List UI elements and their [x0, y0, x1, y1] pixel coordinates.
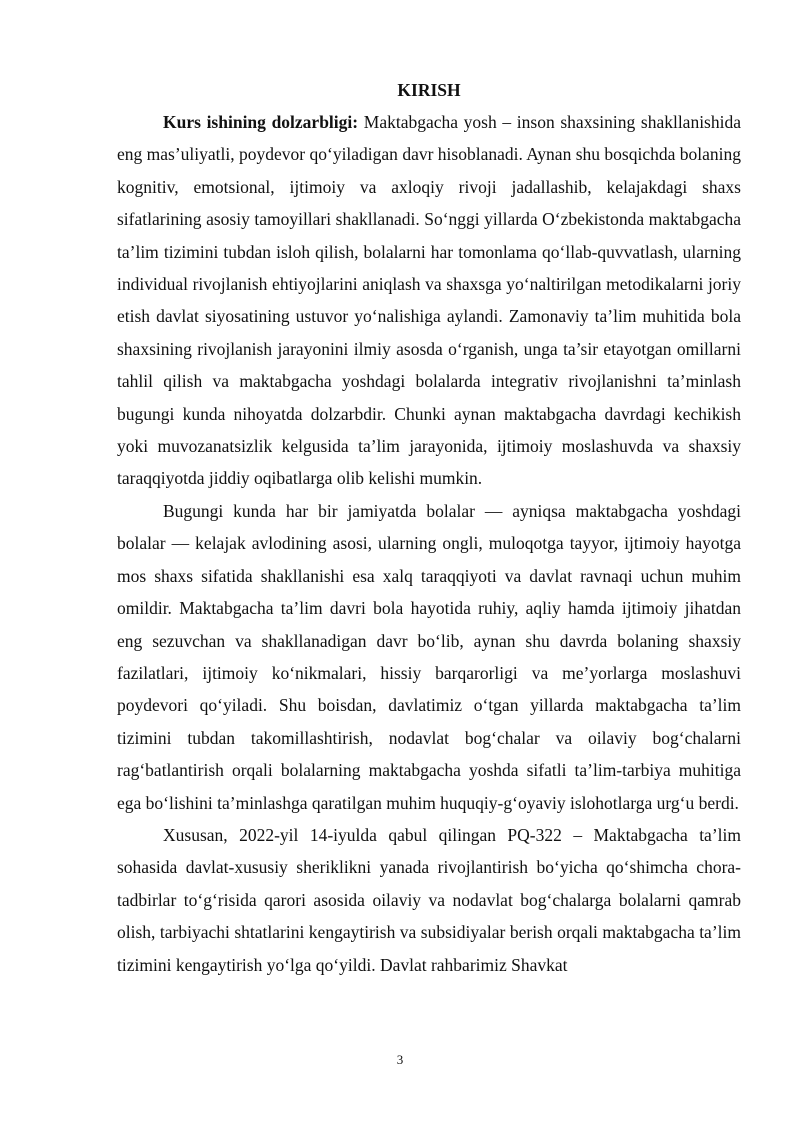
paragraph-relevance: [117, 106, 741, 495]
paragraph-today: Bugungi kunda har bir jamiyatda bolalar — ayniqsa maktabgacha yoshdagi bolalar — kelajak avlodining asosi, ularning ongli, muloqotga tayyor, ijtimoiy hayotga mos shaxs sifatida shakllanishi esa xalq taraqqiyoti va davlat ravnaqi uchun muhim omildir. Maktabgacha ta’lim davri bola hayotida ruhiy, aqliy hamda ijtimoiy jihatdan eng sezuvchan va shakllanadigan davr bo‘lib, aynan shu davrda bolaning shaxsiy fazilatlari, ijtimoiy ko‘nikmalari, hissiy barqarorligi va me’yorlarga moslashuvi poydevori qo‘yiladi. Shu boisdan, davlatimiz o‘tgan yillarda maktabgacha ta’lim tizimini tubdan takomillashtirish, nodavlat bog‘chalar va oilaviy bog‘chalarni rag‘batlantirish orqali bolalarning maktabgacha yoshda sifatli ta’lim-tarbiya muhitiga ega bo‘lishini ta’minlashga qaratilgan muhim huquqiy-g‘oyaviy islohotlarga urg‘u berdi.: [117, 500, 741, 813]
page-heading: KIRISH: [397, 80, 461, 100]
paragraph-lead: Kurs ishining dolzarbligi:: [163, 112, 359, 132]
paragraph-text: Maktabgacha yosh – inson shaxsining shakllanishida eng mas’uliyatli, poydevor qo‘yiladigan davr hisoblanadi. Aynan shu bosqichda bolaning kognitiv, emotsional, ijtimoiy va axloqiy rivoji jadallashib, kelajakdagi shaxs sifatlarining asosiy tamoyillari shakllanadi. So‘nggi yillarda O‘zbekistonda maktabgacha ta’lim tizimini tubdan isloh qilish, bolalarni har tomonlama qo‘llab-quvvatlash, ularning individual rivojlanish ehtiyojlarini aniqlash va shaxsga yo‘naltirilgan metodikalarni joriy etish davlat siyosatining ustuvor yo‘nalishiga aylandi. Zamonaviy ta’lim muhitida bola shaxsining rivojlanish jarayonini ilmiy asosda o‘rganish, unga ta’sir etayotgan omillarni tahlil qilish va maktabgacha yoshdagi bolalarda integrativ rivojlanishni ta’minlash bugungi kunda nihoyatda dolzarbdir. Chunki aynan maktabgacha davrdagi kechikish yoki muvozanatsizlik kelgusida ta’lim jarayonida, ijtimoiy moslashuvda va shaxsiy taraqqiyotda jiddiy oqibatlarga olib kelishi mumkin.: [117, 112, 741, 489]
paragraph-decree: Xususan, 2022-yil 14-iyulda qabul qilingan PQ-322 – Maktabgacha ta’lim sohasida davlat-xususiy sheriklikni yanada rivojlantirish bo‘yicha qo‘shimcha chora-tadbirlar to‘g‘risida qarori asosida oilaviy va nodavlat bog‘chalarga bolalarni qamrab olish, tarbiyachi shtatlarini kengaytirish va subsidiyalar berish orqali maktabgacha ta’lim tizimini kengaytirish yo‘lga qo‘yildi. Davlat rahbarimiz Shavkat: [117, 824, 741, 975]
page-number: 3: [396, 1052, 404, 1067]
page-body: [117, 74, 741, 981]
